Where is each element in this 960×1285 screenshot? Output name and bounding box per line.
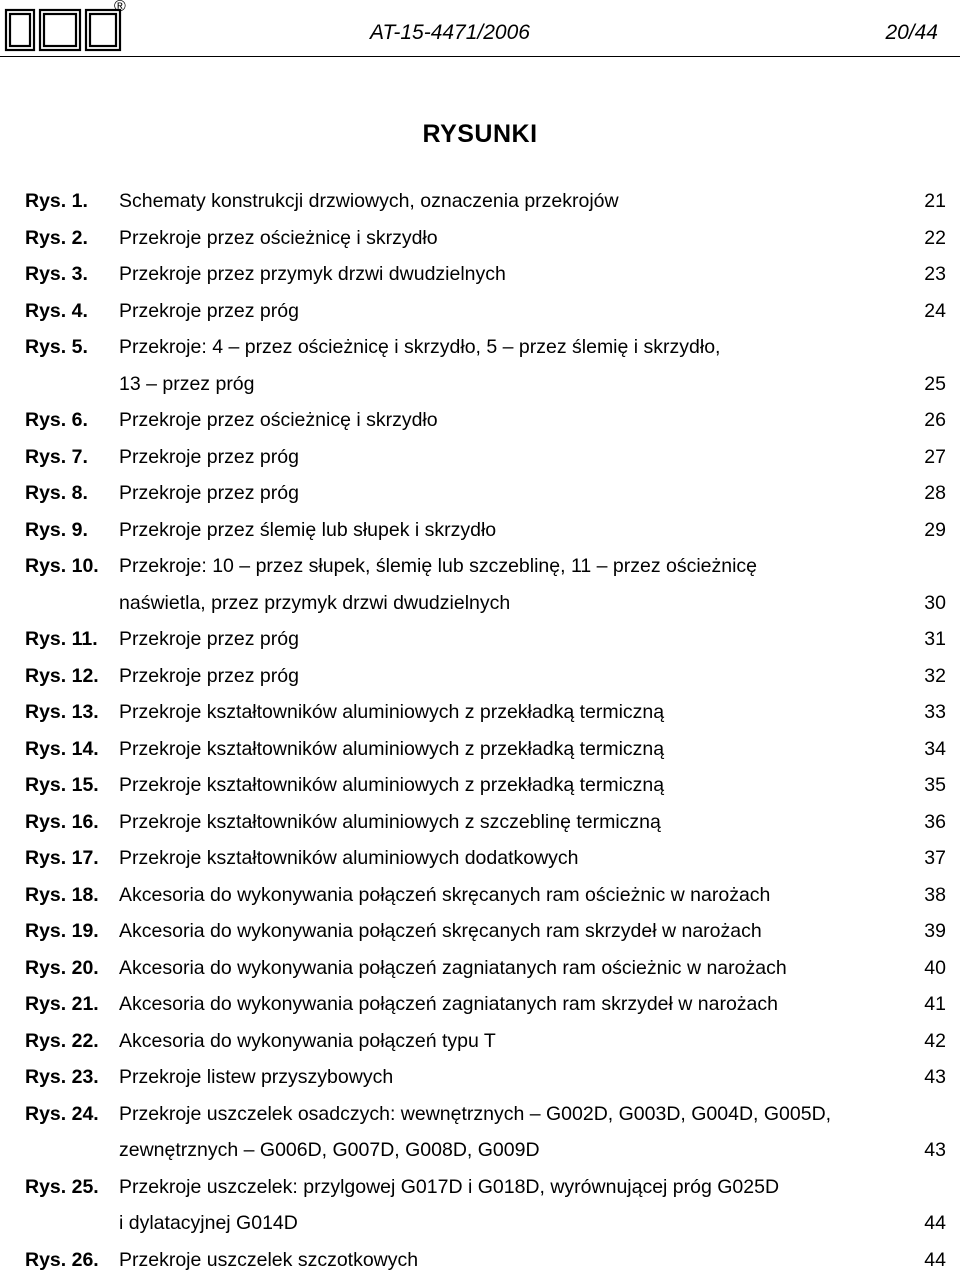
figure-number: Rys. 12. (25, 665, 99, 688)
page-reference: 43 (906, 1066, 946, 1089)
figure-number: Rys. 2. (25, 227, 88, 250)
page-reference: 29 (906, 519, 946, 542)
page-reference: 31 (906, 628, 946, 651)
header-rule (0, 56, 960, 57)
page-title: RYSUNKI (0, 120, 960, 149)
page-reference: 21 (906, 190, 946, 213)
figure-number: Rys. 20. (25, 957, 99, 980)
figure-entry (0, 884, 960, 921)
entry-line (0, 1030, 960, 1067)
entry-line (0, 227, 960, 264)
entry-line (0, 190, 960, 227)
entry-line (0, 884, 960, 921)
page-reference: 27 (906, 446, 946, 469)
entry-line (0, 519, 960, 556)
figure-number: Rys. 18. (25, 884, 99, 907)
page-reference: 40 (906, 957, 946, 980)
figure-number: Rys. 3. (25, 263, 88, 286)
page-number: 20/44 (885, 21, 938, 45)
entry-line (0, 920, 960, 957)
figure-caption: Przekroje kształtowników aluminiowych z przekładką termiczną ..... (119, 774, 908, 797)
entry-line (0, 811, 960, 848)
figure-number: Rys. 8. (25, 482, 88, 505)
page-reference: 30 (906, 592, 946, 615)
figure-caption: Przekroje przez ościeżnicę i skrzydło ..... (119, 227, 908, 250)
page-reference: 22 (906, 227, 946, 250)
figure-caption: Akcesoria do wykonywania połączeń zagniatanych ram skrzydeł w narożach ..... (119, 993, 908, 1016)
figure-number: Rys. 7. (25, 446, 88, 469)
entry-line (0, 1103, 960, 1140)
entry-line (0, 847, 960, 884)
figure-entry (0, 409, 960, 446)
entry-line (0, 446, 960, 483)
figure-entry (0, 1176, 960, 1249)
figure-caption: Przekroje przez ślemię lub słupek i skrzydło ..... (119, 519, 908, 542)
entry-line (0, 1176, 960, 1213)
figure-caption: Przekroje przez przymyk drzwi dwudzielnych ..... (119, 263, 908, 286)
figure-number: Rys. 13. (25, 701, 99, 724)
figure-entry (0, 1030, 960, 1067)
itb-logo (4, 4, 126, 52)
entry-line (0, 482, 960, 519)
entry-line (0, 701, 960, 738)
figure-caption: Akcesoria do wykonywania połączeń skręcanych ram ościeżnic w narożach ..... (119, 884, 908, 907)
figure-number: Rys. 22. (25, 1030, 99, 1053)
figure-entry (0, 300, 960, 337)
figure-caption: Przekroje uszczelek szczotkowych ..... (119, 1249, 908, 1272)
figure-caption: Akcesoria do wykonywania połączeń typu T ..... (119, 1030, 908, 1053)
figure-caption: Przekroje kształtowników aluminiowych z szczeblinę termiczną ..... (119, 811, 908, 834)
figure-caption: Przekroje przez próg ..... (119, 482, 908, 505)
page-reference: 33 (906, 701, 946, 724)
figure-number: Rys. 6. (25, 409, 88, 432)
page-reference: 34 (906, 738, 946, 761)
figure-list (0, 190, 960, 1285)
page-reference: 28 (906, 482, 946, 505)
figure-entry (0, 738, 960, 775)
page-reference: 37 (906, 847, 946, 870)
page-reference: 32 (906, 665, 946, 688)
figure-caption: Przekroje uszczelek: przylgowej G017D i G018D, wyrównującej próg G025D (119, 1176, 779, 1199)
figure-caption: Przekroje kształtowników aluminiowych z przekładką termiczną ..... (119, 701, 908, 724)
page-reference: 36 (906, 811, 946, 834)
figure-entry (0, 555, 960, 628)
page-reference: 44 (906, 1212, 946, 1235)
entry-line (0, 336, 960, 373)
registered-mark: ® (114, 0, 126, 16)
figure-caption: Przekroje przez próg ..... (119, 300, 908, 323)
figure-caption: Schematy konstrukcji drzwiowych, oznaczenia przekrojów ..... (119, 190, 908, 213)
figure-number: Rys. 21. (25, 993, 99, 1016)
figure-caption: i dylatacyjnej G014D ..... (119, 1212, 908, 1235)
page-reference: 44 (906, 1249, 946, 1272)
figure-number: Rys. 15. (25, 774, 99, 797)
page-reference: 35 (906, 774, 946, 797)
entry-line (0, 738, 960, 775)
figure-caption: Przekroje listew przyszybowych ..... (119, 1066, 908, 1089)
figure-entry (0, 628, 960, 665)
figure-number: Rys. 10. (25, 555, 99, 578)
figure-number: Rys. 5. (25, 336, 88, 359)
entry-line (0, 263, 960, 300)
figure-entry (0, 1103, 960, 1176)
entry-line (0, 1066, 960, 1103)
document-code: AT-15-4471/2006 (370, 21, 530, 45)
page-reference: 39 (906, 920, 946, 943)
figure-caption: Przekroje przez próg ..... (119, 665, 908, 688)
figure-number: Rys. 19. (25, 920, 99, 943)
figure-entry (0, 811, 960, 848)
entry-line (0, 957, 960, 994)
figure-number: Rys. 23. (25, 1066, 99, 1089)
figure-entry (0, 920, 960, 957)
entry-line (0, 1139, 960, 1176)
figure-caption: Przekroje uszczelek osadczych: wewnętrznych – G002D, G003D, G004D, G005D, (119, 1103, 831, 1126)
figure-number: Rys. 24. (25, 1103, 99, 1126)
figure-entry (0, 701, 960, 738)
entry-line (0, 1249, 960, 1285)
figure-entry (0, 336, 960, 409)
figure-number: Rys. 4. (25, 300, 88, 323)
entry-line (0, 555, 960, 592)
figure-caption: Przekroje: 10 – przez słupek, ślemię lub szczeblinę, 11 – przez ościeżnicę (119, 555, 757, 578)
figure-entry (0, 957, 960, 994)
entry-line (0, 300, 960, 337)
figure-number: Rys. 14. (25, 738, 99, 761)
figure-caption: Przekroje kształtowników aluminiowych dodatkowych ..... (119, 847, 908, 870)
figure-number: Rys. 9. (25, 519, 88, 542)
entry-line (0, 1212, 960, 1249)
entry-line (0, 665, 960, 702)
figure-entry (0, 847, 960, 884)
figure-entry (0, 446, 960, 483)
figure-caption: Akcesoria do wykonywania połączeń skręcanych ram skrzydeł w narożach ..... (119, 920, 908, 943)
page-reference: 38 (906, 884, 946, 907)
page-header (0, 0, 960, 60)
figure-number: Rys. 11. (25, 628, 98, 651)
figure-entry (0, 993, 960, 1030)
figure-caption: Przekroje kształtowników aluminiowych z przekładką termiczną ..... (119, 738, 908, 761)
figure-caption: Akcesoria do wykonywania połączeń zagniatanych ram ościeżnic w narożach ..... (119, 957, 908, 980)
figure-entry (0, 774, 960, 811)
figure-entry (0, 519, 960, 556)
figure-caption: 13 – przez próg ..... (119, 373, 908, 396)
figure-number: Rys. 17. (25, 847, 99, 870)
figure-caption: naświetla, przez przymyk drzwi dwudzielnych ..... (119, 592, 908, 615)
figure-entry (0, 1066, 960, 1103)
figure-number: Rys. 26. (25, 1249, 99, 1272)
entry-line (0, 373, 960, 410)
entry-line (0, 592, 960, 629)
page-reference: 42 (906, 1030, 946, 1053)
figure-entry (0, 190, 960, 227)
figure-entry (0, 1249, 960, 1285)
page-reference: 24 (906, 300, 946, 323)
figure-caption: Przekroje przez ościeżnicę i skrzydło ..... (119, 409, 908, 432)
figure-number: Rys. 1. (25, 190, 88, 213)
entry-line (0, 774, 960, 811)
entry-line (0, 409, 960, 446)
figure-entry (0, 263, 960, 300)
figure-number: Rys. 16. (25, 811, 99, 834)
figure-caption: Przekroje: 4 – przez ościeżnicę i skrzydło, 5 – przez ślemię i skrzydło, (119, 336, 720, 359)
figure-entry (0, 227, 960, 264)
page-reference: 41 (906, 993, 946, 1016)
figure-entry (0, 665, 960, 702)
page-reference: 26 (906, 409, 946, 432)
page-reference: 25 (906, 373, 946, 396)
page-reference: 43 (906, 1139, 946, 1162)
figure-number: Rys. 25. (25, 1176, 99, 1199)
page-reference: 23 (906, 263, 946, 286)
figure-entry (0, 482, 960, 519)
logo-text (56, 33, 57, 34)
figure-caption: Przekroje przez próg ..... (119, 628, 908, 651)
figure-caption: Przekroje przez próg ..... (119, 446, 908, 469)
entry-line (0, 628, 960, 665)
figure-caption: zewnętrznych – G006D, G007D, G008D, G009D ..... (119, 1139, 908, 1162)
entry-line (0, 993, 960, 1030)
